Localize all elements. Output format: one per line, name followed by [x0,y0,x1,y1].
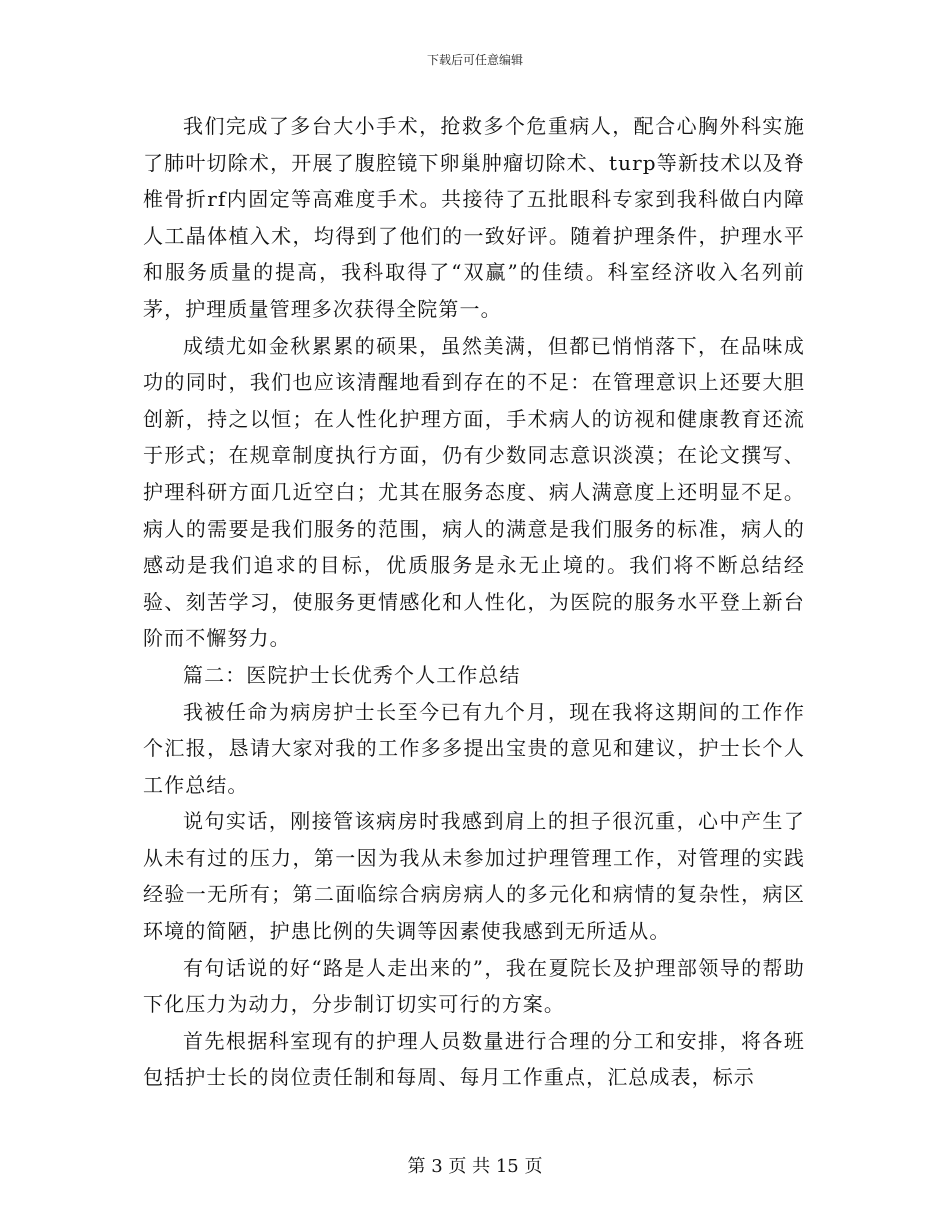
paragraph-appointment: 我被任命为病房护士长至今已有九个月，现在我将这期间的工作作个汇报，恳请大家对我的工作多多提出宝贵的意见和建议，护士长个人工作总结。 [143,699,805,797]
paragraph-arrangement: 首先根据科室现有的护理人员数量进行合理的分工和安排，将各班包括护士长的岗位责任制和每周、每月工作重点，汇总成表，标示 [143,1028,805,1090]
document-body [143,108,805,1096]
page-header-note: 下载后可任意编辑 [426,53,523,67]
page-number: 第 3 页 共 15 页 [407,1156,543,1177]
paragraph-shortcomings: 成绩尤如金秋累累的硕果，虽然美满，但都已悄悄落下，在品味成功的同时，我们也应该清醒地看到存在的不足：在管理意识上还要大胆创新，持之以恒；在人性化护理方面，手术病人的访视和健康教育还流于形式；在规章制度执行方面，仍有少数同志意识淡漠；在论文撰写、护理科研方面几近空白；尤其在服务态度、病人满意度上还明显不足。病人的需要是我们服务的范围，病人的满意是我们服务的标准，病人的感动是我们追求的目标，优质服务是永无止境的。我们将不断总结经验、刻苦学习，使服务更情感化和人性化，为医院的服务水平登上新台阶而不懈努力。 [143,333,805,651]
paragraph-pressure: 说句实话，刚接管该病房时我感到肩上的担子很沉重，心中产生了从未有过的压力，第一因为我从未参加过护理管理工作，对管理的实践经验一无所有；第二面临综合病房病人的多元化和病情的复杂性，病区环境的简陋，护患比例的失调等因素使我感到无所适从。 [143,809,805,944]
section-heading: 篇二：医院护士长优秀个人工作总结 [183,662,521,687]
paragraph-plan: 有句话说的好“路是人走出来的”，我在夏院长及护理部领导的帮助下化压力为动力，分步制订切实可行的方案。 [143,955,805,1017]
paragraph-achievements: 我们完成了多台大小手术，抢救多个危重病人，配合心胸外科实施了肺叶切除术，开展了腹腔镜下卵巢肿瘤切除术、turp等新技术以及脊椎骨折rf内固定等高难度手术。共接待了五批眼科专家到我科做白内障人工晶体植入术，均得到了他们的一致好评。随着护理条件，护理水平和服务质量的提高，我科取得了“双赢”的佳绩。科室经济收入名列前茅，护理质量管理多次获得全院第一。 [143,114,805,321]
